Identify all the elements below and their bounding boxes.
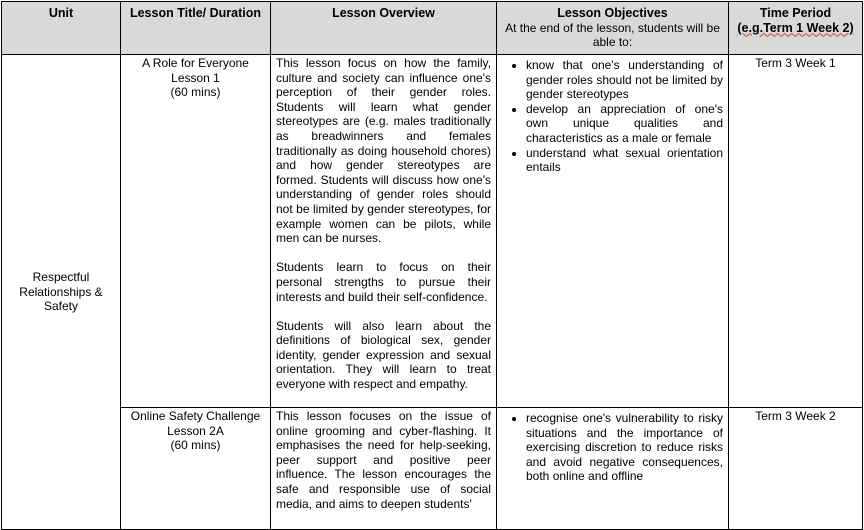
lesson-overview-cell [271, 55, 497, 408]
lesson-title: A Role for Everyone [142, 56, 249, 70]
overview-paragraph: Students will also learn about the definitions of biological sex, gender identity, gender expression and sexual orientation. They will learn to treat everyone with respect and empathy. [276, 318, 491, 392]
header-period: Time Period (e.g.Term 1 Week 2) [729, 2, 863, 55]
lesson-plan-table [1, 1, 863, 530]
overview-paragraph: Students learn to focus on their personal strengths to pursue their interests and build their self-confidence. [276, 260, 491, 304]
lesson-overview-cell [271, 408, 497, 530]
header-overview: Lesson Overview [271, 2, 497, 55]
objective-item: • develop an appreciation of one's own unique qualities and characteristics as a male or female [526, 102, 723, 146]
header-period-example: (e.g.Term 1 Week 2) [737, 20, 854, 35]
overview-paragraph: This lesson focus on how the family, culture and society can influence one's perception of their gender roles. Students will learn what gender stereotypes are (e.g. males traditionally as breadwinners and females traditionally as doing household chores) and how gender stereotypes are formed. Students will discuss how one's understanding of gender roles should not be limited by gender stereotypes, for example women can be pilots, while men can be nurses. [276, 56, 491, 246]
objective-item: • know that one's understanding of gender roles should not be limited by gender stereotypes [526, 58, 723, 102]
header-title: Lesson Title/ Duration [121, 2, 271, 55]
table-row [2, 408, 863, 530]
overview-paragraph: This lesson focuses on the issue of online grooming and cyber-flashing. It emphasises the need for help-seeking, peer support and positive peer influence. The lesson encourages the safe and responsible use of social media, and aims to deepen students' [276, 409, 491, 511]
time-period-cell: Term 3 Week 1 [729, 55, 863, 408]
header-objectives: Lesson Objectives At the end of the lesson, students will be able to: [497, 2, 729, 55]
lesson-title-cell [121, 408, 271, 530]
lesson-objectives-cell [497, 55, 729, 408]
time-period-cell: Term 3 Week 2 [729, 408, 863, 530]
lesson-duration: (60 mins) [170, 85, 221, 100]
header-row [2, 2, 863, 55]
lesson-duration: (60 mins) [170, 438, 221, 453]
objective-item: • understand what sexual orientation entails [526, 146, 723, 175]
objectives-list [502, 411, 723, 484]
objectives-list [502, 58, 723, 175]
unit-cell: Respectful Relationships & Safety [2, 55, 121, 530]
lesson-objectives-cell [497, 408, 729, 530]
lesson-number: Lesson 1 [171, 70, 220, 85]
header-objectives-subtitle: At the end of the lesson, students will be able to: [505, 20, 720, 50]
lesson-title-cell [121, 55, 271, 408]
lesson-number: Lesson 2A [167, 423, 224, 438]
objective-item: • recognise one's vulnerability to risky situations and the importance of exercising discretion to reduce risks and avoid negative consequences, both online and offline [526, 411, 723, 484]
lesson-title: Online Safety Challenge [130, 409, 261, 423]
table-row [2, 55, 863, 408]
header-unit: Unit [2, 2, 121, 55]
